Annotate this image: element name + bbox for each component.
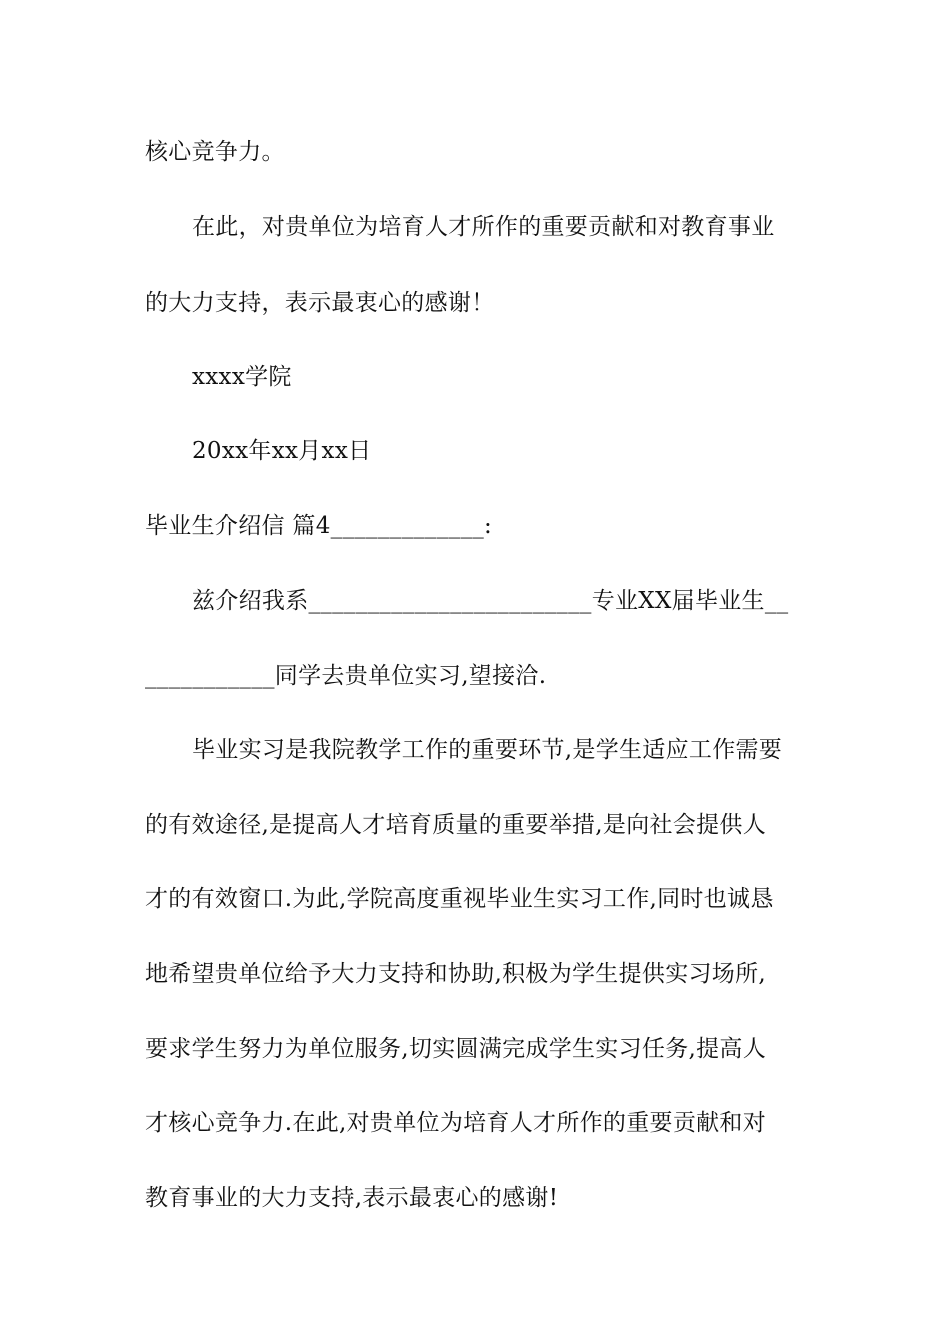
school-name: xxxx学院 [192, 364, 292, 390]
text-line-3: 的大力支持，表示最衷心的感谢！ [145, 290, 495, 316]
date-line: 20xx年xx月xx日 [192, 438, 372, 464]
text-line-13: 要求学生努力为单位服务,切实圆满完成学生实习任务,提高人 [145, 1036, 767, 1062]
text-line-11: 才的有效窗口.为此,学院高度重视毕业生实习工作,同时也诚恳 [145, 886, 774, 912]
text-line-10: 的有效途径,是提高人才培育质量的重要举措,是向社会提供人 [145, 812, 767, 838]
text-line-1: 核心竞争力。 [145, 139, 285, 165]
text-line-15: 教育事业的大力支持,表示最衷心的感谢! [145, 1185, 559, 1211]
text-line-7: 兹介绍我系________________________专业XX届毕业生__ [192, 588, 789, 614]
section-heading: 毕业生介绍信 篇4_____________: [145, 513, 493, 539]
text-line-14: 才核心竞争力.在此,对贵单位为培育人才所作的重要贡献和对 [145, 1110, 767, 1136]
text-line-12: 地希望贵单位给予大力支持和协助,积极为学生提供实习场所, [145, 961, 767, 987]
text-line-2: 在此，对贵单位为培育人才所作的重要贡献和对教育事业 [192, 214, 775, 240]
text-line-9: 毕业实习是我院教学工作的重要环节,是学生适应工作需要 [192, 737, 783, 763]
text-line-8: ___________同学去贵单位实习,望接洽. [145, 663, 547, 689]
